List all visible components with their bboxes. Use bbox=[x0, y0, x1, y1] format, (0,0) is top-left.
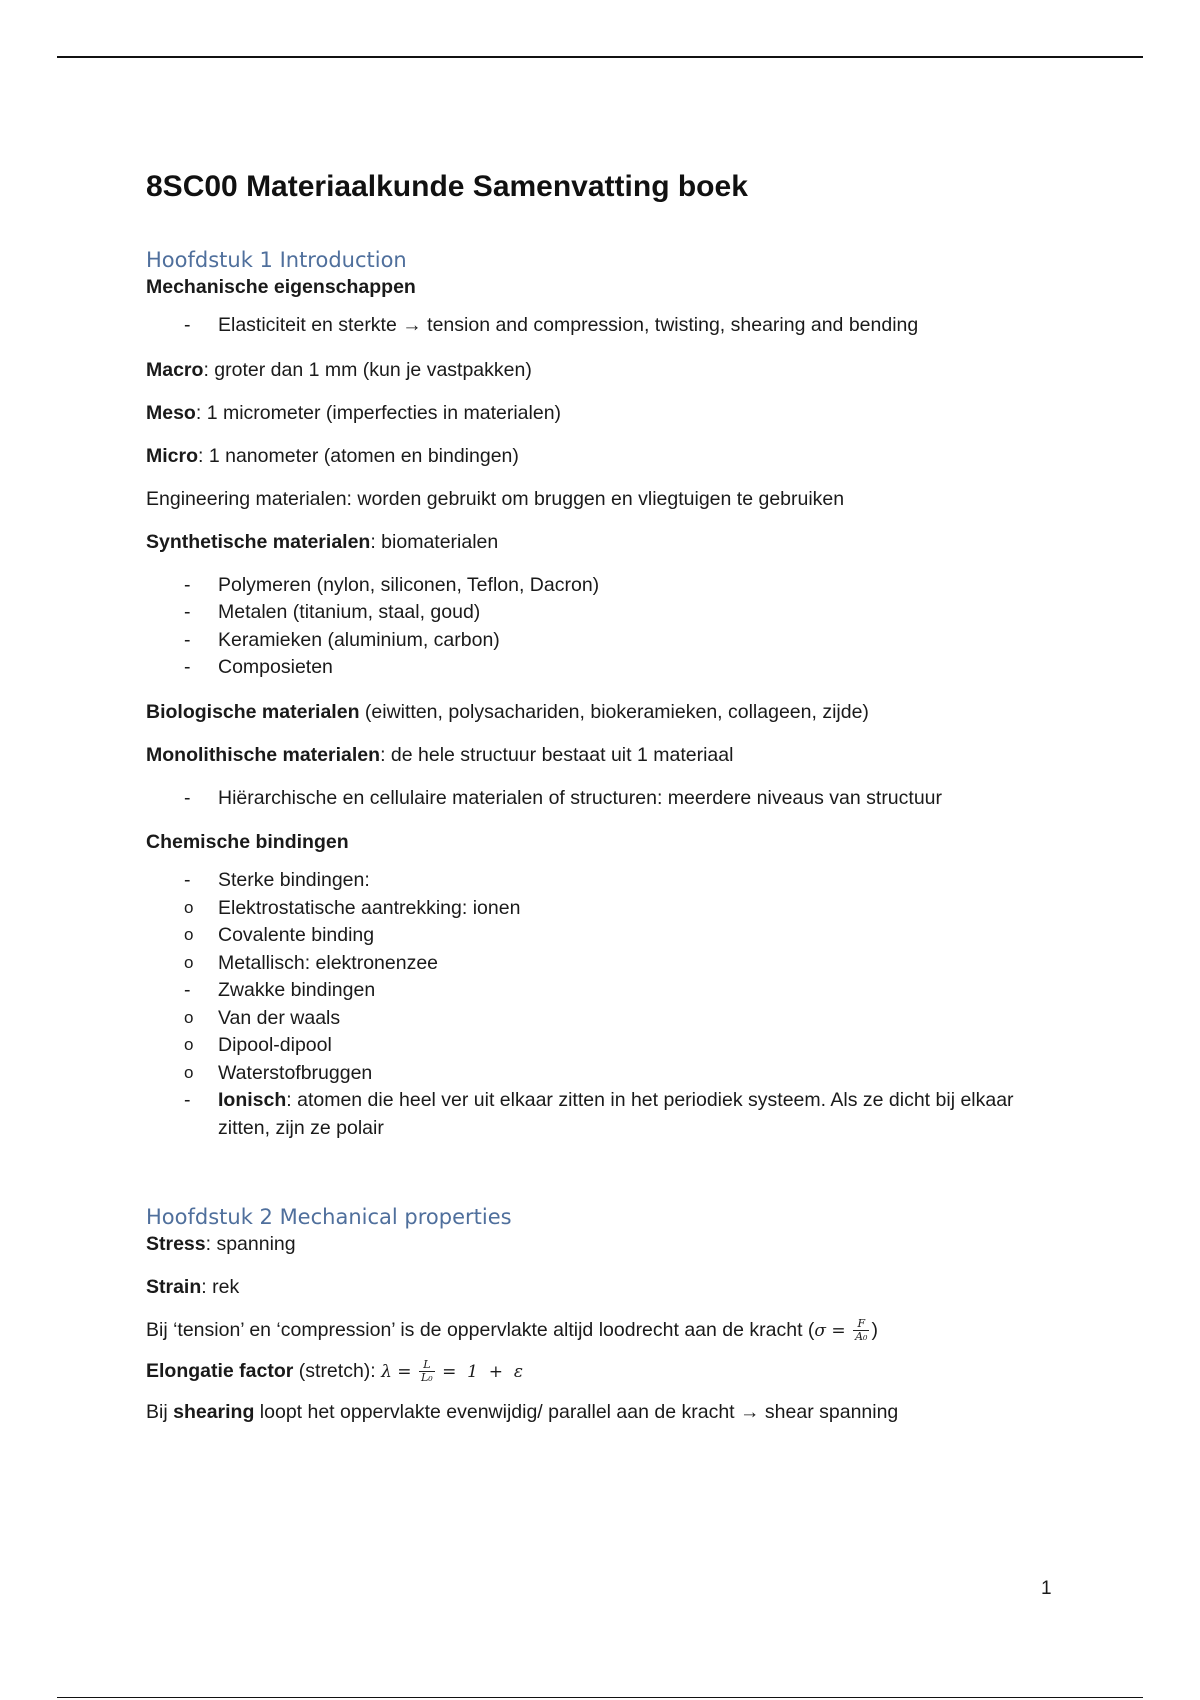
mono-line bbox=[146, 742, 1066, 768]
definition: : 1 micrometer (imperfecties in materialen) bbox=[195, 401, 562, 424]
fraction-numerator: F bbox=[853, 1318, 869, 1331]
definition: (eiwitten, polysachariden, biokeramieken, collageen, zijde) bbox=[359, 700, 869, 723]
fraction-numerator: L bbox=[419, 1359, 435, 1372]
strain-line bbox=[146, 1274, 1066, 1300]
term: Elongatie factor bbox=[146, 1360, 294, 1382]
list-item: - Composieten bbox=[146, 654, 1066, 682]
definition: : atomen die heel ver uit elkaar zitten in het periodiek systeem. Als ze dicht bij elkaar zitten, zijn ze polair bbox=[218, 1089, 1014, 1139]
document-title: 8SC00 Materiaalkunde Samenvatting boek bbox=[146, 170, 748, 203]
term: Biologische materialen bbox=[146, 700, 360, 723]
chapter-1-heading: Hoofdstuk 1 Introduction bbox=[146, 248, 407, 272]
list-item: - Hiërarchische en cellulaire materialen of structuren: meerdere niveaus van structuur bbox=[146, 785, 1066, 813]
definition: : groter dan 1 mm (kun je vastpakken) bbox=[203, 358, 532, 381]
stress-line bbox=[146, 1231, 1066, 1257]
definition: : spanning bbox=[205, 1233, 296, 1255]
stress-fraction bbox=[853, 1318, 869, 1343]
weak-bonds-list bbox=[146, 1005, 1066, 1088]
micro-line bbox=[146, 443, 1066, 469]
sub-list-item: o Waterstofbruggen bbox=[146, 1060, 1066, 1088]
mono-list bbox=[146, 785, 1066, 813]
sub-list-item: o Dipool-dipool bbox=[146, 1032, 1066, 1060]
document-page bbox=[146, 170, 1066, 1442]
term: Micro bbox=[146, 444, 199, 467]
list-item bbox=[146, 977, 1066, 1087]
definition: (stretch): bbox=[293, 1360, 382, 1382]
sub-list-item: o Covalente binding bbox=[146, 922, 1066, 950]
elongation-line bbox=[146, 1358, 1066, 1385]
term: Synthetische materialen bbox=[146, 530, 371, 553]
definition: : rek bbox=[201, 1276, 240, 1298]
engineering-line: Engineering materialen: worden gebruikt om bruggen en vliegtuigen te gebruiken bbox=[146, 487, 845, 510]
tension-line bbox=[146, 1317, 1066, 1344]
list-item: - Keramieken (aluminium, carbon) bbox=[146, 627, 1066, 655]
top-rule bbox=[57, 56, 1143, 58]
strong-bonds-label: Sterke bindingen: bbox=[218, 869, 370, 891]
term: Macro bbox=[146, 358, 204, 381]
synth-line bbox=[146, 529, 1066, 555]
term: shearing bbox=[173, 1401, 255, 1423]
macro-line bbox=[146, 357, 1066, 383]
closing-paren: ) bbox=[871, 1319, 878, 1341]
term: Meso bbox=[146, 401, 196, 424]
mech-label: Mechanische eigenschappen bbox=[146, 276, 416, 298]
sigma-symbol: σ = bbox=[814, 1321, 846, 1341]
term: Strain bbox=[146, 1276, 202, 1298]
list-item: - Polymeren (nylon, siliconen, Teflon, Dacron) bbox=[146, 572, 1066, 600]
sub-list-item: o Elektrostatische aantrekking: ionen bbox=[146, 895, 1066, 923]
term: Monolithische materialen bbox=[146, 743, 381, 766]
lambda-symbol: λ = bbox=[381, 1362, 412, 1382]
elongation-formula-rest: = 1 + ε bbox=[442, 1362, 523, 1382]
strong-bonds-list bbox=[146, 895, 1066, 978]
definition: loopt het oppervlakte evenwijdig/ parallel aan de kracht → shear spanning bbox=[254, 1401, 899, 1423]
definition: : biomaterialen bbox=[370, 530, 499, 553]
sub-list-item: o Metallisch: elektronenzee bbox=[146, 950, 1066, 978]
bio-line bbox=[146, 699, 1066, 725]
list-item: - Metalen (titanium, staal, goud) bbox=[146, 599, 1066, 627]
fraction-denominator: L₀ bbox=[420, 1371, 433, 1385]
term: Stress bbox=[146, 1233, 206, 1255]
chem-label: Chemische bindingen bbox=[146, 831, 349, 853]
shear-prefix: Bij bbox=[146, 1401, 174, 1423]
chapter-2-heading: Hoofdstuk 2 Mechanical properties bbox=[146, 1205, 512, 1229]
shearing-line bbox=[146, 1399, 1066, 1425]
chem-list bbox=[146, 867, 1066, 1142]
sub-list-item: o Van der waals bbox=[146, 1005, 1066, 1033]
mech-list bbox=[146, 312, 1066, 340]
list-item: - Elasticiteit en sterkte → tension and compression, twisting, shearing and bending bbox=[146, 312, 1066, 340]
definition: : 1 nanometer (atomen en bindingen) bbox=[198, 444, 519, 467]
bottom-rule bbox=[57, 1697, 1143, 1698]
synth-list bbox=[146, 572, 1066, 682]
tension-text: Bij ‘tension’ en ‘compression’ is de oppervlakte altijd loodrecht aan de kracht ( bbox=[146, 1319, 815, 1341]
term: Ionisch bbox=[218, 1089, 287, 1111]
fraction-denominator: A₀ bbox=[855, 1330, 868, 1344]
definition: : de hele structuur bestaat uit 1 materiaal bbox=[380, 743, 734, 766]
list-item bbox=[146, 1087, 1066, 1142]
page-number: 1 bbox=[1041, 1578, 1052, 1599]
elongation-fraction bbox=[419, 1359, 435, 1384]
meso-line bbox=[146, 400, 1066, 426]
weak-bonds-label: Zwakke bindingen bbox=[218, 979, 376, 1001]
list-item bbox=[146, 867, 1066, 977]
